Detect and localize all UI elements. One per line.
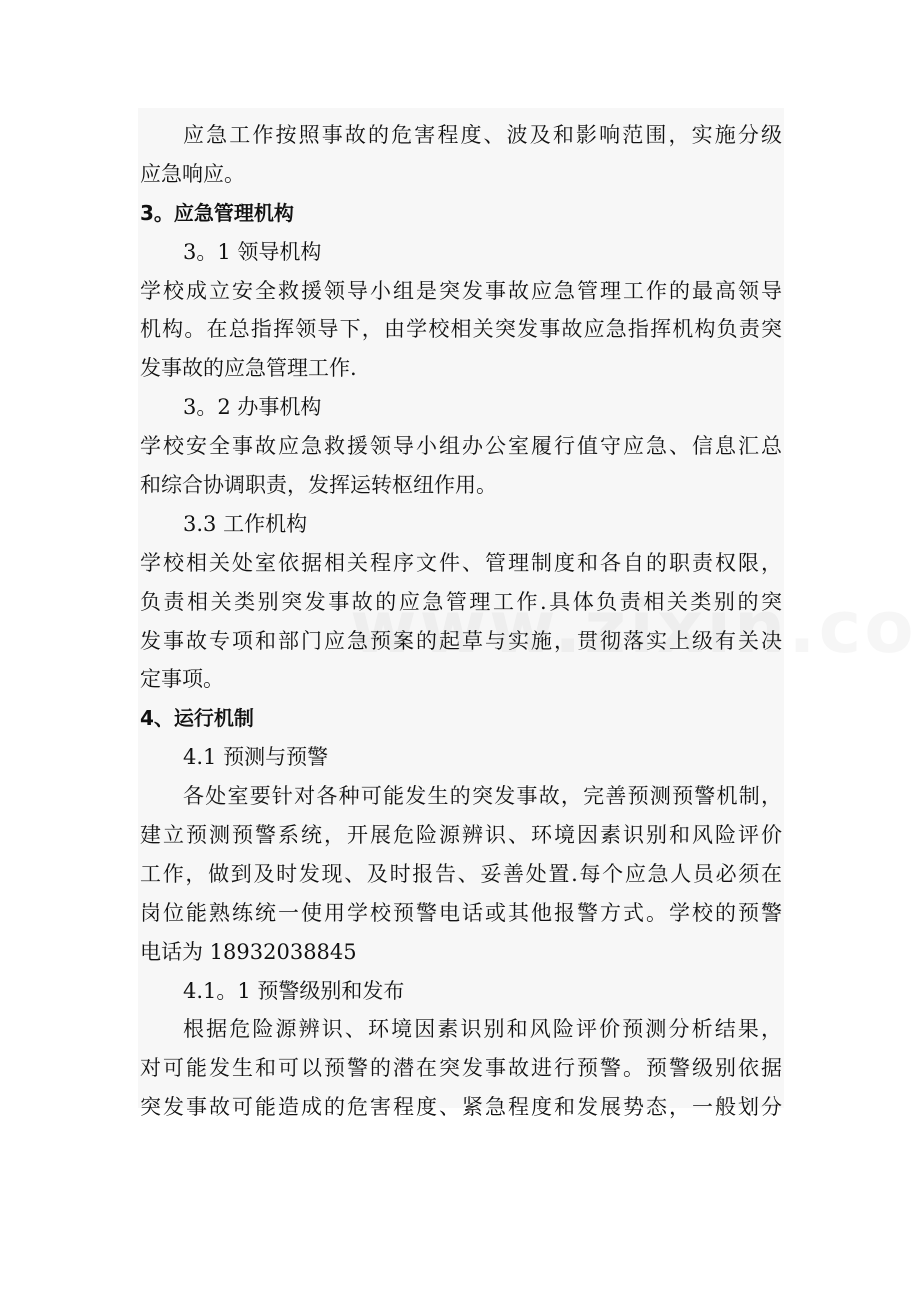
paragraph-line: 电话为 18932038845 bbox=[140, 939, 357, 964]
paragraph-line: 学校成立安全救援领导小组是突发事故应急管理工作的最高领导 bbox=[140, 278, 782, 303]
section-heading: 4、运行机制 bbox=[140, 706, 254, 731]
paragraph-line: 发事故专项和部门应急预案的起草与实施，贯彻落实上级有关决 bbox=[140, 628, 782, 653]
subsection-heading: 4.1。1 预警级别和发布 bbox=[183, 978, 405, 1003]
paragraph-line: 突发事故可能造成的危害程度、紧急程度和发展势态，一般划分 bbox=[140, 1095, 782, 1120]
paragraph-line: 岗位能熟练统一使用学校预警电话或其他报警方式。学校的预警 bbox=[140, 900, 782, 925]
paragraph-line: 应急工作按照事故的危害程度、波及和影响范围，实施分级 bbox=[183, 123, 782, 147]
paragraph-line: 机构。在总指挥领导下，由学校相关突发事故应急指挥机构负责突 bbox=[140, 317, 782, 342]
paragraph-line: 发事故的应急管理工作. bbox=[140, 356, 357, 381]
paragraph-line: 学校相关处室依据相关程序文件、管理制度和各自的职责权限， bbox=[140, 550, 782, 575]
paragraph-line: 对可能发生和可以预警的潜在突发事故进行预警。预警级别依据 bbox=[140, 1056, 782, 1081]
section-heading: 3。应急管理机构 bbox=[140, 200, 294, 225]
subsection-heading: 4.1 预测与预警 bbox=[183, 745, 329, 770]
paragraph-line: 各处室要针对各种可能发生的突发事故，完善预测预警机制， bbox=[183, 784, 782, 809]
subsection-heading: 3。1 领导机构 bbox=[183, 239, 322, 264]
subsection-heading: 3.3 工作机构 bbox=[183, 511, 308, 536]
paragraph-line: 建立预测预警系统，开展危险源辨识、环境因素识别和风险评价 bbox=[140, 823, 782, 848]
paragraph-line: 定事项。 bbox=[140, 667, 224, 692]
paragraph-line: 和综合协调职责，发挥运转枢纽作用。 bbox=[140, 473, 497, 498]
paragraph-line: 工作，做到及时发现、及时报告、妥善处置.每个应急人员必须在 bbox=[140, 861, 782, 886]
subsection-heading: 3。2 办事机构 bbox=[183, 395, 322, 420]
paragraph-line: 负责相关类别突发事故的应急管理工作.具体负责相关类别的突 bbox=[140, 589, 782, 614]
paragraph-line: 应急响应。 bbox=[140, 161, 245, 186]
paragraph-line: 学校安全事故应急救援领导小组办公室履行值守应急、信息汇总 bbox=[140, 434, 782, 459]
paragraph-line: 根据危险源辨识、环境因素识别和风险评价预测分析结果， bbox=[183, 1017, 782, 1042]
document-body bbox=[140, 116, 782, 1127]
